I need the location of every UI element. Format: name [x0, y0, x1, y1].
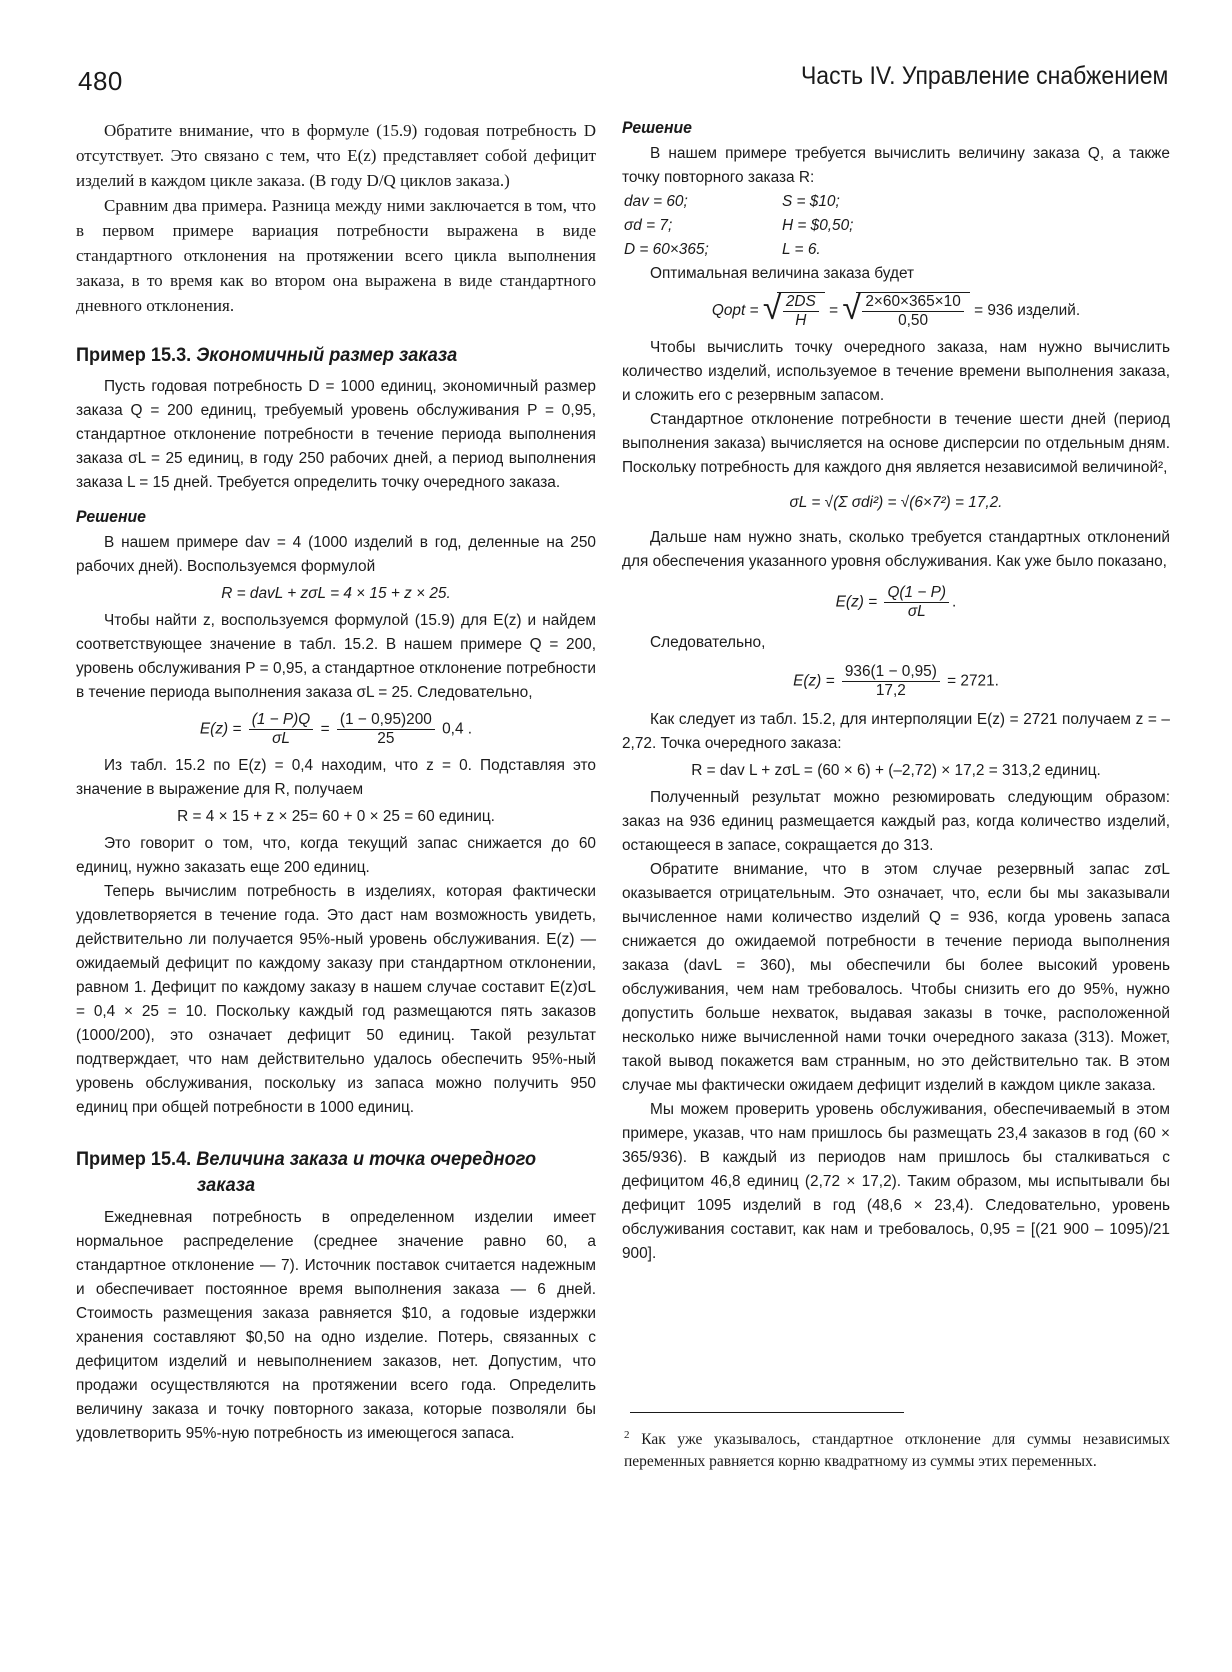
paragraph: Теперь вычислим потребность в изделиях, которая фактически удовлетворяется в течение года. Это даст нам возможность увидеть, действительно ли получается 95%-ный уровень обслуживания. E(z) — ожидаемый дефицит по каждому заказу при стандартном отклонении, равном 1. Дефицит по каждому заказу в нашем случае составит E(z)σL = 0,4 × 25 = 10. Поскольку каждый год размещаются пять заказов (1000/200), это означает дефицит 50 единиц. Такой результат подтверждает, что нам действительно удалось обеспечить 95%-ный уровень обслуживания, поскольку из запаса можно получить 950 единиц при общей потребности в 1000 единиц.	[76, 883, 596, 1116]
paragraph: Обратите внимание, что в формуле (15.9) годовая потребность D отсутствует. Это связано с тем, что E(z) представляет собой дефицит изделий в каждом цикле заказа. (В году D/Q циклов заказа.)	[76, 121, 596, 190]
paragraph: Обратите внимание, что в этом случае резервный запас zσL оказывается отрицательным. Это означает, что, если бы мы заказывали вычисленное нами количество изделий Q = 936, когда уровень запаса снижается до ожидаемой потребности в течение периода выполнения заказа (davL = 360), мы обеспечили бы более высокий уровень обслуживания, чем нам требовалось. Чтобы снизить его до 95%, нужно допустить больше нехваток, выдавая заказы в точке, расположенной несколько ниже вычисленной нами точки очередного заказа (313). Может, такой вывод покажется вам странным, но это действительно так. В этом случае мы фактически ожидаем дефицит изделий в каждом цикле заказа.	[622, 861, 1170, 1094]
paragraph: Оптимальная величина заказа будет	[650, 265, 915, 282]
denominator: H	[795, 312, 807, 329]
formula-ez-value	[622, 663, 1170, 700]
denominator: σL	[272, 730, 290, 747]
example-number: Пример 15.3.	[76, 344, 197, 366]
paragraph: В нашем примере dav = 4 (1000 изделий в год, деленные на 250 рабочих дней). Воспользуемся формулой	[76, 534, 596, 575]
footnote-text: Как уже указывалось, стандартное отклонение для суммы независимых переменных равняется корню квадратному из суммы этих переменных.	[624, 1431, 1171, 1471]
right-column	[622, 118, 1170, 1266]
formula-rhs: = 936 изделий.	[974, 302, 1081, 320]
paragraph: Ежедневная потребность в определенном изделии имеет нормальное распределение (среднее значение равно 60, а стандартное отклонение — 7). Источник поставок считается надежным и обеспечивает постоянное время выполнения заказа — 6 дней. Стоимость размещения заказа равняется $10, а годовые издержки хранения составляют $0,50 на одно изделие. Потерь, связанных с дефицитом изделий и невыполнением заказов, нет. Допустим, что продажи осуществляются на протяжении всего года. Определить величину заказа и точку повторного заказа, которые позволяли бы удовлетворить 95%-ную потребность из имеющегося запаса.	[76, 1209, 596, 1442]
formula-lhs: E(z) =	[835, 593, 878, 611]
page-number: 480	[78, 66, 123, 96]
formula-qopt: Qopt = √ $\frac{2DS}{H}$ = √ $\frac{2\times 60\times 365\times 10}{0,50}$ = 936 изделий.	[711, 289, 1081, 329]
example-heading-15-4	[76, 1146, 560, 1198]
numerator: Q(1 − P)	[884, 584, 949, 603]
formula: R = davL + zσL = 4 × 15 + z × 25.	[221, 585, 451, 602]
example-title: Экономичный размер заказа	[196, 344, 458, 366]
param: H = $0,50;	[782, 217, 854, 234]
denominator: σL	[907, 603, 926, 620]
denominator: 17,2	[875, 682, 906, 699]
paragraph: Полученный результат можно резюмировать следующим образом: заказ на 936 единиц размещается каждый раз, когда количество изделий, остающееся в запасе, сокращается до 313.	[622, 789, 1170, 854]
left-column	[76, 118, 596, 1446]
paragraph: Дальше нам нужно знать, сколько требуется стандартных отклонений для обеспечения указанного уровня обслуживания. Как уже было показано,	[622, 529, 1170, 570]
paragraph: Сравним два примера. Разница между ними заключается в том, что в первом примере вариация потребности выражена в виде стандартного отклонения на протяжении всего цикла выполнения заказа, в то время как во втором она выражена в виде стандартного дневного отклонения.	[76, 196, 596, 315]
param: L = 6.	[782, 241, 821, 258]
numerator: (1 − P)Q	[249, 711, 314, 730]
formula-ez	[76, 711, 596, 748]
numerator: 936(1 − 0,95)	[842, 663, 940, 682]
param: dav = 60;	[624, 193, 688, 210]
denominator: 25	[377, 730, 395, 747]
numerator: 2DS	[783, 293, 819, 312]
numerator: 2×60×365×10	[862, 293, 963, 312]
fraction	[862, 293, 963, 330]
equals: =	[320, 720, 330, 738]
paragraph: Из табл. 15.2 по E(z) = 0,4 находим, что z = 0. Подставляя это значение в выражение для R, получаем	[76, 757, 596, 798]
paragraph: Чтобы найти z, воспользуемся формулой (15.9) для E(z) и найдем соответствующее значение в табл. 15.2. В нашем примере Q = 200, уровень обслуживания P = 0,95, а стандартное отклонение потребности в течение периода выполнения заказа σL = 25. Следовательно,	[76, 612, 596, 701]
formula: R = 4 × 15 + z × 25= 60 + 0 × 25 = 60 единиц.	[177, 808, 495, 825]
fraction	[842, 663, 940, 700]
solution-heading: Решение	[76, 507, 146, 526]
example-title-cont: заказа	[196, 1174, 256, 1196]
formula-lhs: E(z) =	[199, 720, 242, 738]
formula-sigma: σL = √(Σ σdi²) = √(6×7²) = 17,2.	[789, 494, 1003, 511]
param: S = $10;	[782, 193, 840, 210]
example-title: Величина заказа и точка очередного	[196, 1148, 537, 1170]
example-heading-15-3	[76, 344, 560, 367]
paragraph: Это говорит о том, что, когда текущий запас снижается до 60 единиц, нужно заказать еще 200 единиц.	[76, 835, 596, 876]
denominator: 0,50	[898, 312, 929, 329]
intro-block	[76, 118, 596, 318]
fraction	[249, 711, 314, 748]
paragraph: Мы можем проверить уровень обслуживания, обеспечиваемый в этом примере, указав, что нам пришлось бы размещать 23,4 заказов в год (60 × 365/936). В каждый из периодов нам пришлось бы сталкиваться с дефицитом 46,8 единиц (2,72 × 17,2). Таким образом, мы испытывали бы дефицит 1095 изделий в год (48,6 × 23,4). Следовательно, уровень обслуживания составит, как нам и требовалось, 0,95 = [(21 900 – 1095)/21 900].	[622, 1101, 1170, 1262]
formula: R = dav L + zσL = (60 × 6) + (–2,72) × 17,2 = 313,2 единиц.	[691, 762, 1101, 779]
param: σd = 7;	[624, 217, 673, 234]
formula-rhs: 0,4 .	[442, 720, 473, 738]
footnote-mark: 2	[624, 1429, 630, 1441]
square-root: √ $\frac{2DS}{H}$	[763, 292, 825, 330]
paragraph: Как следует из табл. 15.2, для интерполяции E(z) = 2721 получаем z = –2,72. Точка очередного заказа:	[622, 711, 1170, 752]
solution-heading: Решение	[622, 118, 692, 137]
square-root: √ $\frac{2\times 60\times 365\times 10}{0,50}$	[842, 292, 969, 330]
formula-rhs: = 2721.	[947, 672, 999, 690]
formula-ez: E(z) = $\frac{Q(1 - P)}{\sigma L}$ .	[835, 584, 957, 620]
formula-lhs: Qopt =	[711, 302, 759, 320]
running-head: Часть IV. Управление снабжением	[800, 62, 1168, 90]
paragraph: Стандартное отклонение потребности в течение шести дней (период выполнения заказа) вычисляется на основе дисперсии по отдельным дням. Поскольку потребность для каждого дня является независимой величиной²,	[622, 411, 1170, 476]
paragraph: Пусть годовая потребность D = 1000 единиц, экономичный размер заказа Q = 200 единиц, требуемый уровень обслуживания P = 0,95, стандартное отклонение потребности в течение периода выполнения заказа σL = 25 единиц, в году 250 рабочих дней, а период выполнения заказа L = 15 дней. Требуется определить точку очередного заказа.	[76, 378, 596, 491]
fraction	[337, 711, 435, 748]
paragraph: Чтобы вычислить точку очередного заказа, нам нужно вычислить количество изделий, используемое в течение времени выполнения заказа, и сложить его с резервным запасом.	[622, 339, 1170, 404]
formula-lhs: E(z) =	[793, 672, 835, 690]
footnote	[624, 1424, 1170, 1473]
paragraph: Следовательно,	[650, 634, 766, 651]
numerator: (1 − 0,95)200	[337, 711, 435, 730]
param: D = 60×365;	[624, 241, 709, 258]
example-number: Пример 15.4.	[76, 1148, 197, 1170]
footnote-divider	[630, 1412, 904, 1413]
paragraph: В нашем примере требуется вычислить величину заказа Q, а также точку повторного заказа R:	[622, 145, 1170, 186]
fraction	[884, 584, 949, 621]
fraction	[783, 293, 819, 330]
parameter-list	[622, 190, 1170, 262]
